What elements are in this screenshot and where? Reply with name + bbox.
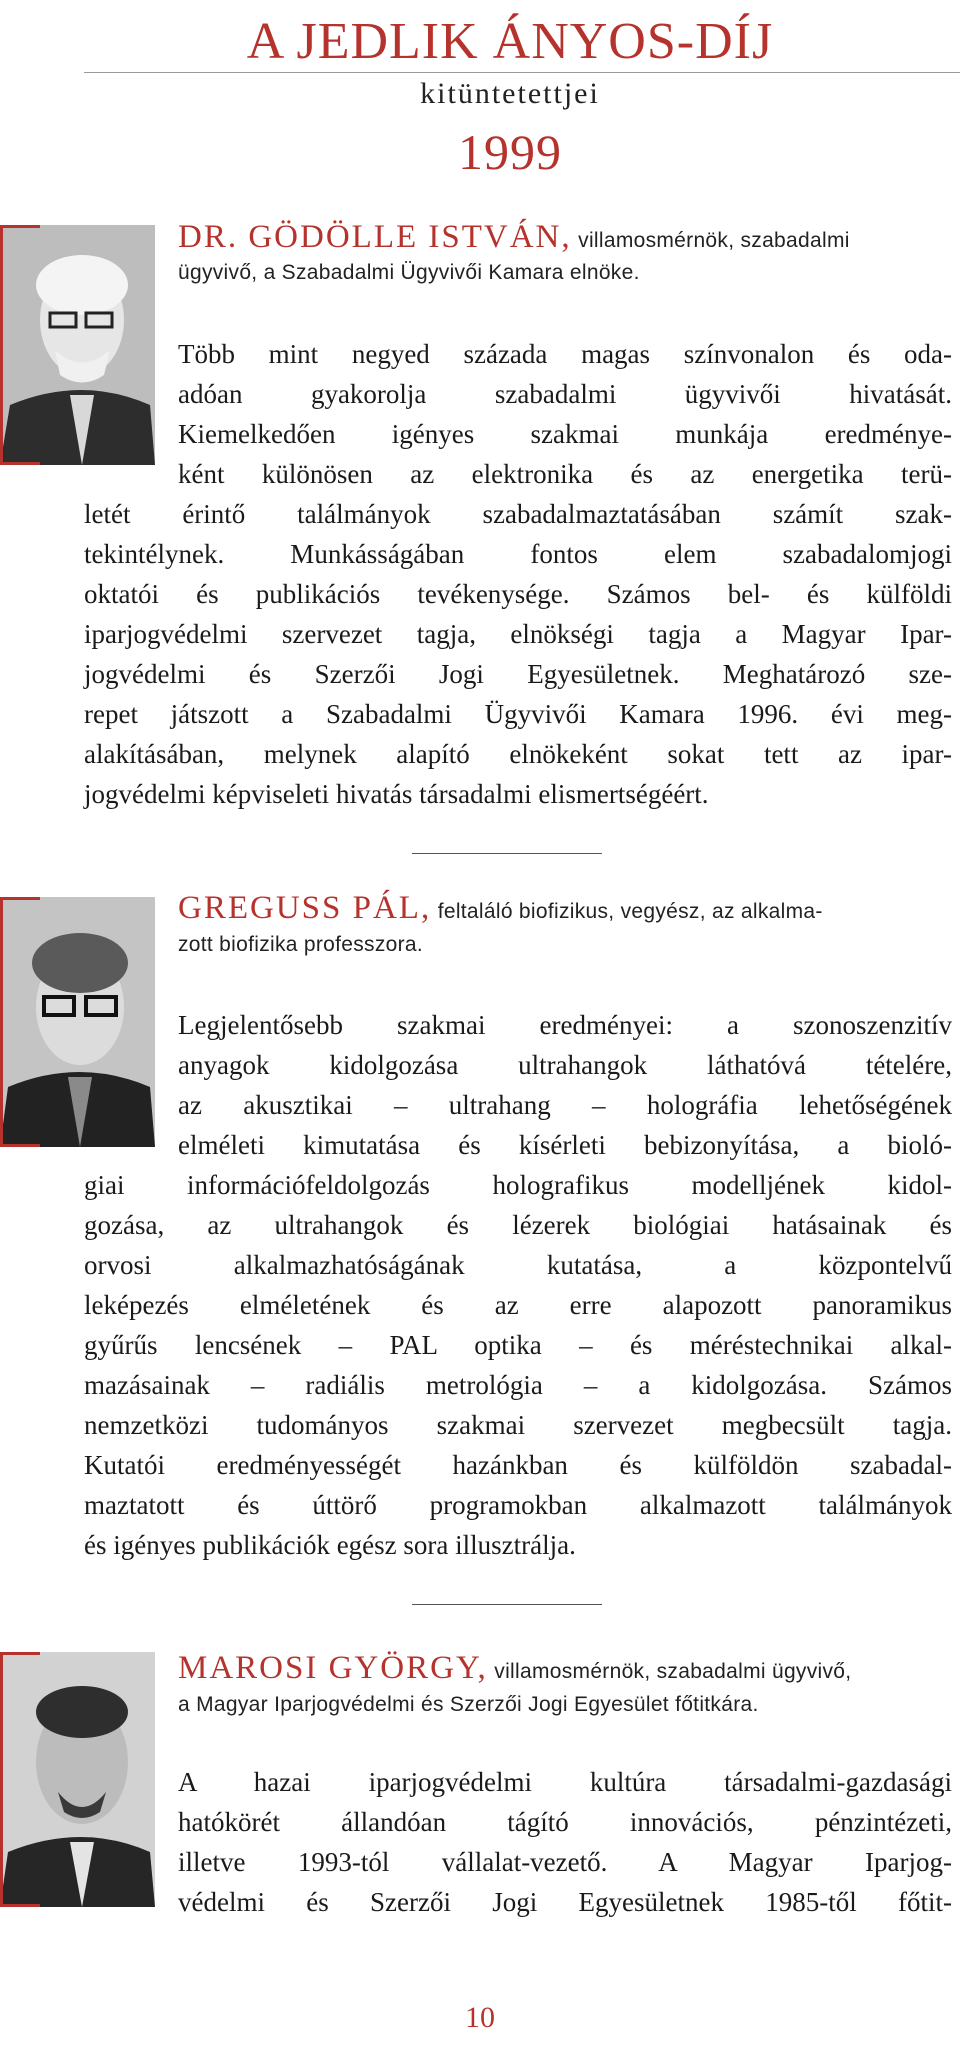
entry-1-line: jogvédelmi képviseleti hivatás társadalmi elismertségéért. bbox=[84, 779, 709, 809]
entry-2-role: feltaláló biofizikus, vegyész, az alkalma- bbox=[437, 900, 823, 923]
entry-1-line: tekintélynek. Munkásságában fontos elem szabadalomjogi bbox=[84, 539, 952, 569]
entry-1-line: Több mint negyed százada magas színvonalon és oda- bbox=[178, 339, 952, 369]
entry-2-line: nemzetközi tudományos szakmai szervezet megbecsült tagja. bbox=[84, 1410, 952, 1440]
entry-2-line: mazásainak – radiális metrológia – a kidolgozása. Számos bbox=[84, 1370, 952, 1400]
entry-3-line: hatókörét állandóan tágító innovációs, pénzintézeti, bbox=[178, 1807, 952, 1837]
portrait-image bbox=[0, 1652, 155, 1907]
entry-1-name: DR. GÖDÖLLE ISTVÁN, bbox=[178, 219, 572, 255]
portrait-image bbox=[0, 225, 155, 465]
entry-2-line: Legjelentősebb szakmai eredményei: a szonoszenzitív bbox=[178, 1010, 952, 1040]
entry-2-line: az akusztikai – ultrahang – holográfia lehetőségének bbox=[178, 1090, 952, 1120]
portrait-godolle bbox=[0, 225, 155, 465]
entry-1-line: adóan gyakorolja szabadalmi ügyvivői hivatását. bbox=[178, 379, 952, 409]
entry-1-line: repet játszott a Szabadalmi Ügyvivői Kamara 1996. évi meg- bbox=[84, 699, 952, 729]
entry-3-name: MAROSI GYÖRGY, bbox=[178, 1650, 488, 1686]
page-number: 10 bbox=[465, 2001, 495, 2034]
entry-2-line: orvosi alkalmazhatóságának kutatása, a központelvű bbox=[84, 1250, 952, 1280]
entry-1-role: villamosmérnök, szabadalmi bbox=[578, 229, 850, 252]
entry-2-line: elméleti kimutatása és kísérleti bebizonyítása, a bioló- bbox=[178, 1130, 952, 1160]
entry-1-line: letét érintő találmányok szabadalmaztatásában számít szak- bbox=[84, 499, 952, 529]
page-subtitle: kitüntetettjei bbox=[420, 77, 600, 110]
entry-1-line: jogvédelmi és Szerzői Jogi Egyesületnek. Meghatározó sze- bbox=[84, 659, 952, 689]
section-divider bbox=[412, 853, 602, 854]
entry-1-role-cont: ügyvivő, a Szabadalmi Ügyvivői Kamara elnöke. bbox=[178, 261, 640, 284]
entry-1-line: iparjogvédelmi szervezet tagja, elnökségi tagja a Magyar Ipar- bbox=[84, 619, 952, 649]
entry-2-line: leképezés elméletének és az erre alapozott panoramikus bbox=[84, 1290, 952, 1320]
entry-1-line: alakításában, melynek alapító elnökeként sokat tett az ipar- bbox=[84, 739, 952, 769]
entry-2-heading bbox=[178, 889, 952, 931]
award-year: 1999 bbox=[458, 124, 562, 180]
portrait-image bbox=[0, 897, 155, 1147]
entry-3-line: illetve 1993-tól vállalat-vezető. A Magyar Iparjog- bbox=[178, 1847, 952, 1877]
entry-3-role-cont: a Magyar Iparjogvédelmi és Szerzői Jogi Egyesület főtitkára. bbox=[178, 1693, 759, 1716]
entry-1-line: Kiemelkedően igényes szakmai munkája eredménye- bbox=[178, 419, 952, 449]
entry-3-line: védelmi és Szerzői Jogi Egyesületnek 1985-től főtit- bbox=[178, 1887, 952, 1917]
title-rule bbox=[84, 72, 960, 73]
entry-2-line: gozása, az ultrahangok és lézerek biológiai hatásainak és bbox=[84, 1210, 952, 1240]
entry-2-line: gyűrűs lencsének – PAL optika – és méréstechnikai alkal- bbox=[84, 1330, 952, 1360]
portrait-greguss bbox=[0, 897, 155, 1147]
entry-2-line: Kutatói eredményességét hazánkban és külföldön szabadal- bbox=[84, 1450, 952, 1480]
entry-2-role-cont: zott biofizika professzora. bbox=[178, 933, 424, 956]
entry-3-heading bbox=[178, 1649, 952, 1691]
entry-1-line: oktatói és publikációs tevékenysége. Számos bel- és külföldi bbox=[84, 579, 952, 609]
entry-3-role: villamosmérnök, szabadalmi ügyvivő, bbox=[494, 1660, 852, 1683]
section-divider bbox=[412, 1604, 602, 1605]
entry-2-name: GREGUSS PÁL, bbox=[178, 890, 432, 926]
portrait-marosi bbox=[0, 1652, 155, 1907]
entry-1-line: ként különösen az elektronika és az energetika terü- bbox=[178, 459, 952, 489]
entry-2-line: maztatott és úttörő programokban alkalmazott találmányok bbox=[84, 1490, 952, 1520]
page-title: A JEDLIK ÁNYOS-DÍJ bbox=[246, 13, 774, 70]
entry-3-line: A hazai iparjogvédelmi kultúra társadalmi-gazdasági bbox=[178, 1767, 952, 1797]
entry-2-line: anyagok kidolgozása ultrahangok láthatóvá tételére, bbox=[178, 1050, 952, 1080]
entry-2-line: és igényes publikációk egész sora illusztrálja. bbox=[84, 1530, 576, 1560]
entry-2-line: giai információfeldolgozás holografikus modelljének kidol- bbox=[84, 1170, 952, 1200]
